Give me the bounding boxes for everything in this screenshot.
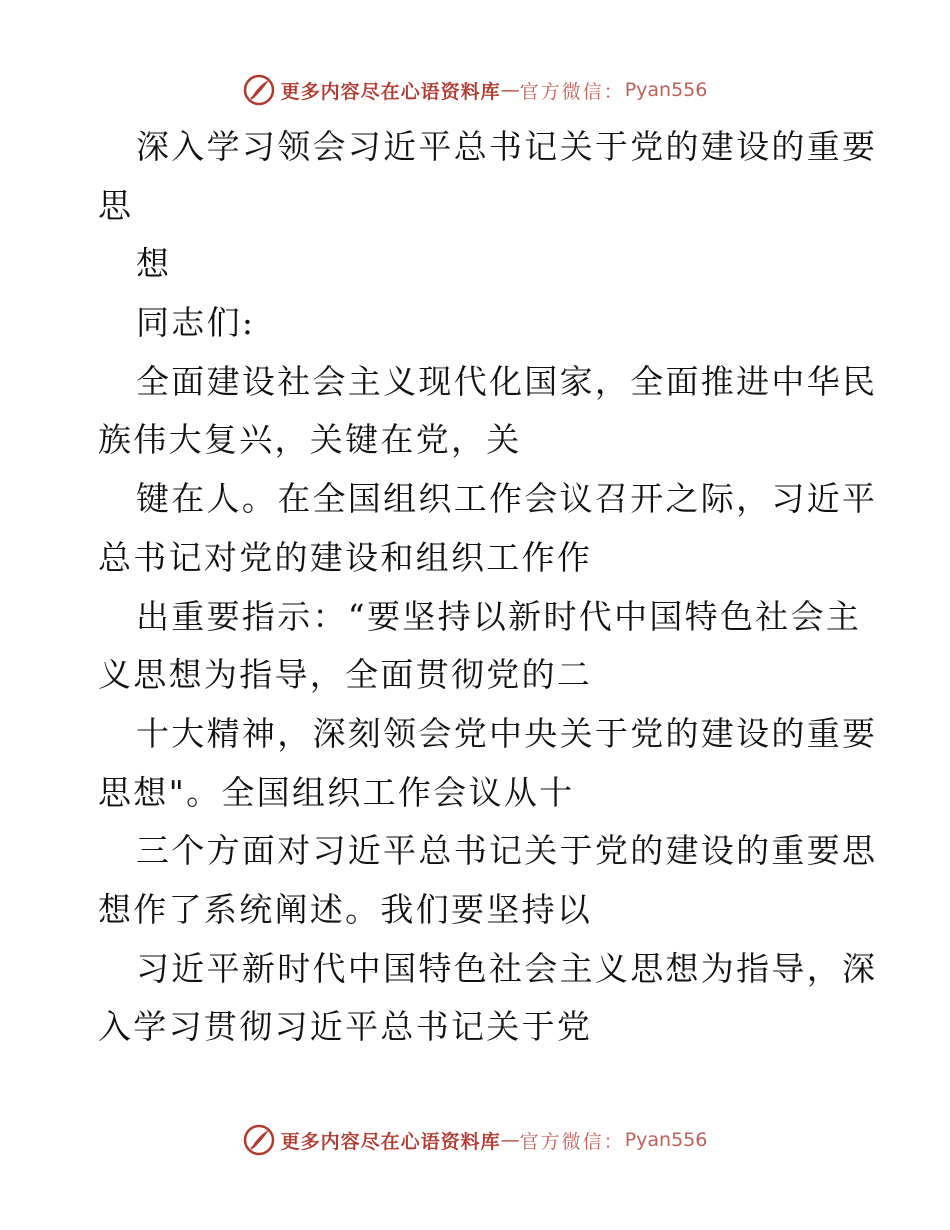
text-line: 习近平新时代中国特色社会主义思想为指导，深	[136, 948, 878, 988]
text-line: 三个方面对习近平总书记关于党的建设的重要思	[136, 831, 878, 871]
text-line: 同志们:	[136, 303, 256, 343]
text-line: 想	[136, 244, 172, 284]
text-line: 义思想为指导，全面贯彻党的二	[98, 655, 593, 695]
banner-wechat-label: 官方微信：	[519, 1130, 625, 1153]
text-line: 十大精神，深刻领会党中央关于党的建设的重要	[136, 713, 878, 753]
text-line: 出重要指示：“要坚持以新时代中国特色社会主	[136, 596, 862, 636]
text-line: 入学习贯彻习近平总书记关于党	[98, 1007, 593, 1047]
text-line: 思想"。全国组织工作会议从十	[98, 772, 575, 812]
banner-separator: —	[500, 1129, 520, 1151]
banner-wechat-id: Pyan556	[624, 1129, 708, 1151]
banner-separator: —	[500, 79, 520, 101]
text-line: 思	[98, 185, 134, 225]
text-line: 族伟大复兴，关键在党，关	[98, 420, 522, 460]
header-banner	[0, 70, 950, 110]
footer-banner	[0, 1120, 950, 1160]
text-line: 全面建设社会主义现代化国家，全面推进中华民	[136, 361, 878, 401]
quill-pen-logo-icon	[243, 1124, 275, 1156]
document-body	[98, 118, 878, 1057]
banner-wechat-id: Pyan556	[624, 79, 708, 101]
text-line: 想作了系统阐述。我们要坚持以	[98, 889, 593, 929]
text-line: 深入学习领会习近平总书记关于党的建设的重要	[136, 127, 878, 166]
quill-pen-logo-icon	[243, 74, 275, 106]
text-line: 总书记对党的建设和组织工作作	[98, 537, 593, 577]
text-line: 键在人。在全国组织工作会议召开之际，习近平	[136, 479, 878, 519]
banner-title: 更多内容尽在心语资料库	[280, 80, 501, 103]
banner-wechat-label: 官方微信：	[519, 80, 625, 103]
banner-title: 更多内容尽在心语资料库	[280, 1130, 501, 1153]
